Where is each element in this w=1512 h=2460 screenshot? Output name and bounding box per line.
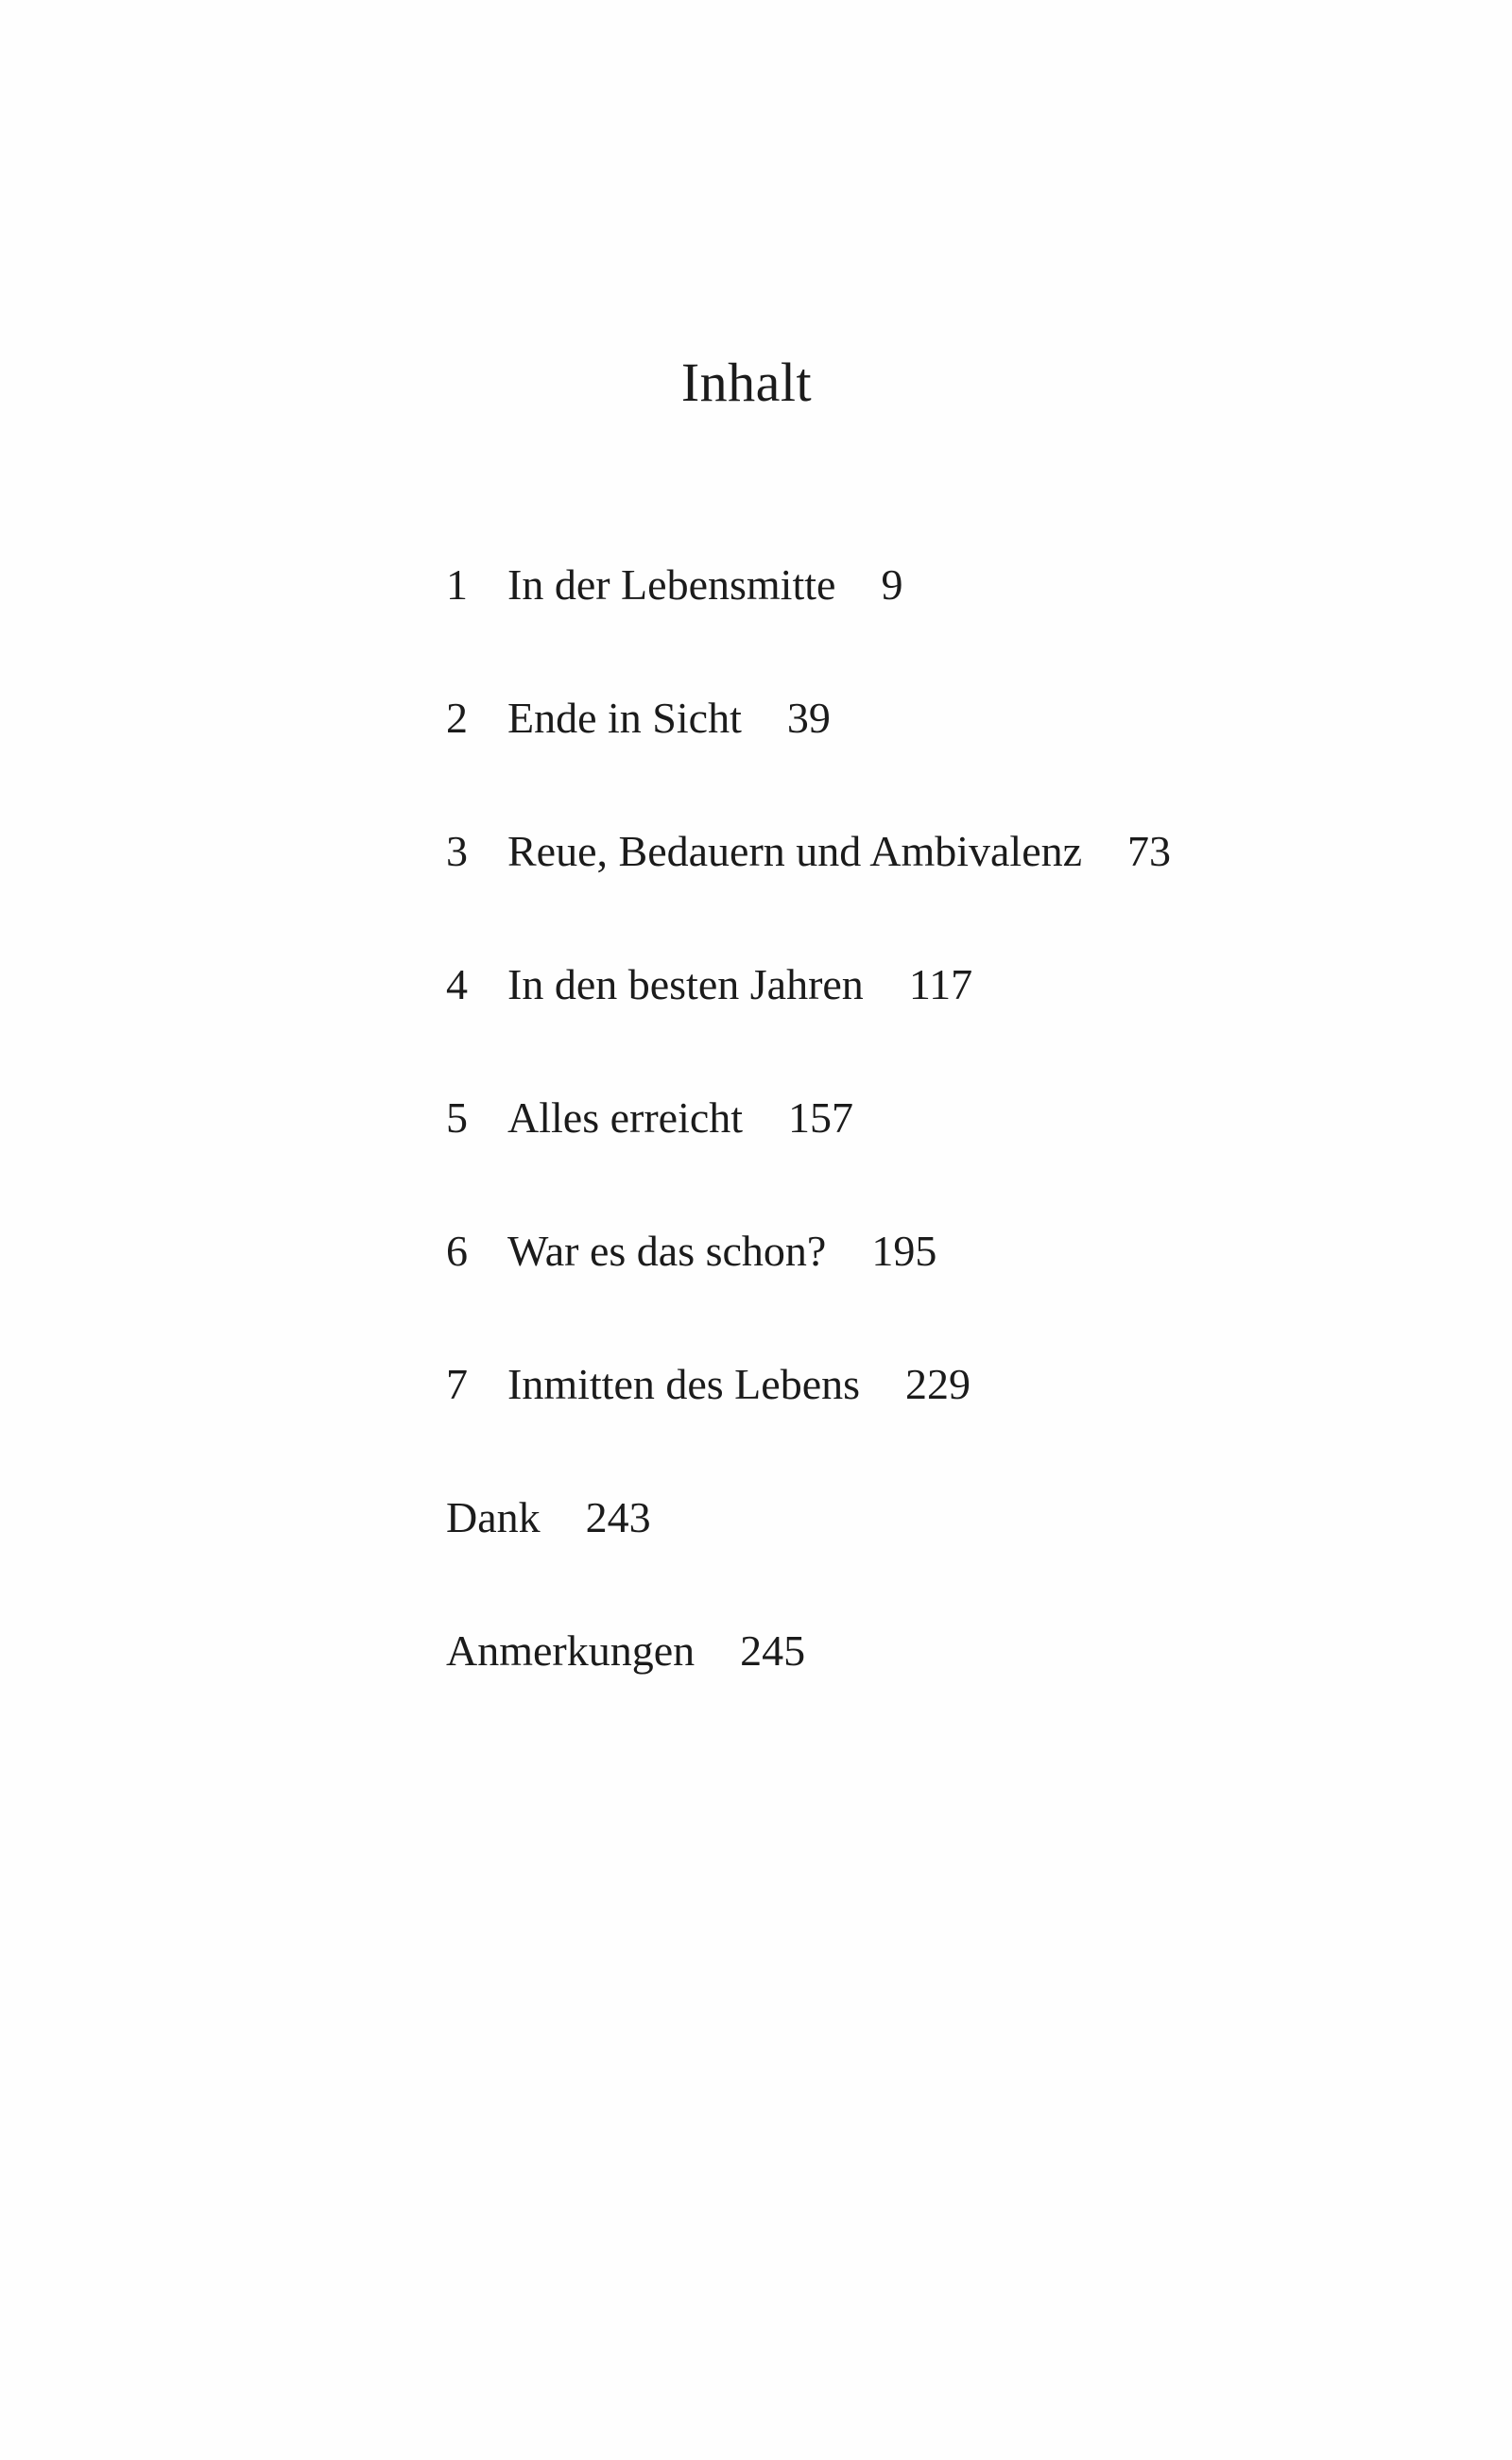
page-number: 157 xyxy=(788,1093,854,1142)
chapter-number: 6 xyxy=(446,1227,468,1275)
toc-entry-2[interactable] xyxy=(446,684,1297,817)
chapter-number: 2 xyxy=(446,694,468,742)
chapter-number: 5 xyxy=(446,1093,468,1142)
chapter-title: In den besten Jahren xyxy=(507,960,864,1008)
toc-entry-7[interactable] xyxy=(446,1350,1297,1484)
chapter-title: In der Lebensmitte xyxy=(507,560,836,609)
page-number: 39 xyxy=(786,694,831,742)
page-number: 243 xyxy=(585,1493,651,1541)
toc-entry-6[interactable] xyxy=(446,1217,1297,1350)
toc-entry-4[interactable] xyxy=(446,951,1297,1084)
page-number: 9 xyxy=(881,560,903,609)
toc-entry-anmerkungen[interactable] xyxy=(446,1617,1297,1750)
page-number: 195 xyxy=(871,1227,937,1275)
page-title: Inhalt xyxy=(680,352,813,413)
section-title: Anmerkungen xyxy=(446,1626,696,1675)
section-title: Dank xyxy=(446,1493,541,1541)
chapter-title: Ende in Sicht xyxy=(507,694,742,742)
toc-entry-dank[interactable] xyxy=(446,1484,1297,1617)
chapter-title: Reue, Bedauern und Ambivalenz xyxy=(507,827,1083,875)
page-number: 73 xyxy=(1127,827,1172,875)
page-number: 229 xyxy=(905,1360,971,1408)
chapter-number: 7 xyxy=(446,1360,468,1408)
chapter-title: War es das schon? xyxy=(507,1227,827,1275)
toc-entry-3[interactable] xyxy=(446,817,1297,951)
table-of-contents xyxy=(446,551,1297,1750)
chapter-number: 4 xyxy=(446,960,468,1008)
chapter-title: Alles erreicht xyxy=(507,1093,744,1142)
toc-entry-1[interactable] xyxy=(446,551,1297,684)
chapter-number: 1 xyxy=(446,560,468,609)
chapter-title: Inmitten des Lebens xyxy=(507,1360,861,1408)
page-number: 245 xyxy=(740,1626,806,1675)
page-number: 117 xyxy=(908,960,973,1008)
toc-entry-5[interactable] xyxy=(446,1084,1297,1217)
chapter-number: 3 xyxy=(446,827,468,875)
